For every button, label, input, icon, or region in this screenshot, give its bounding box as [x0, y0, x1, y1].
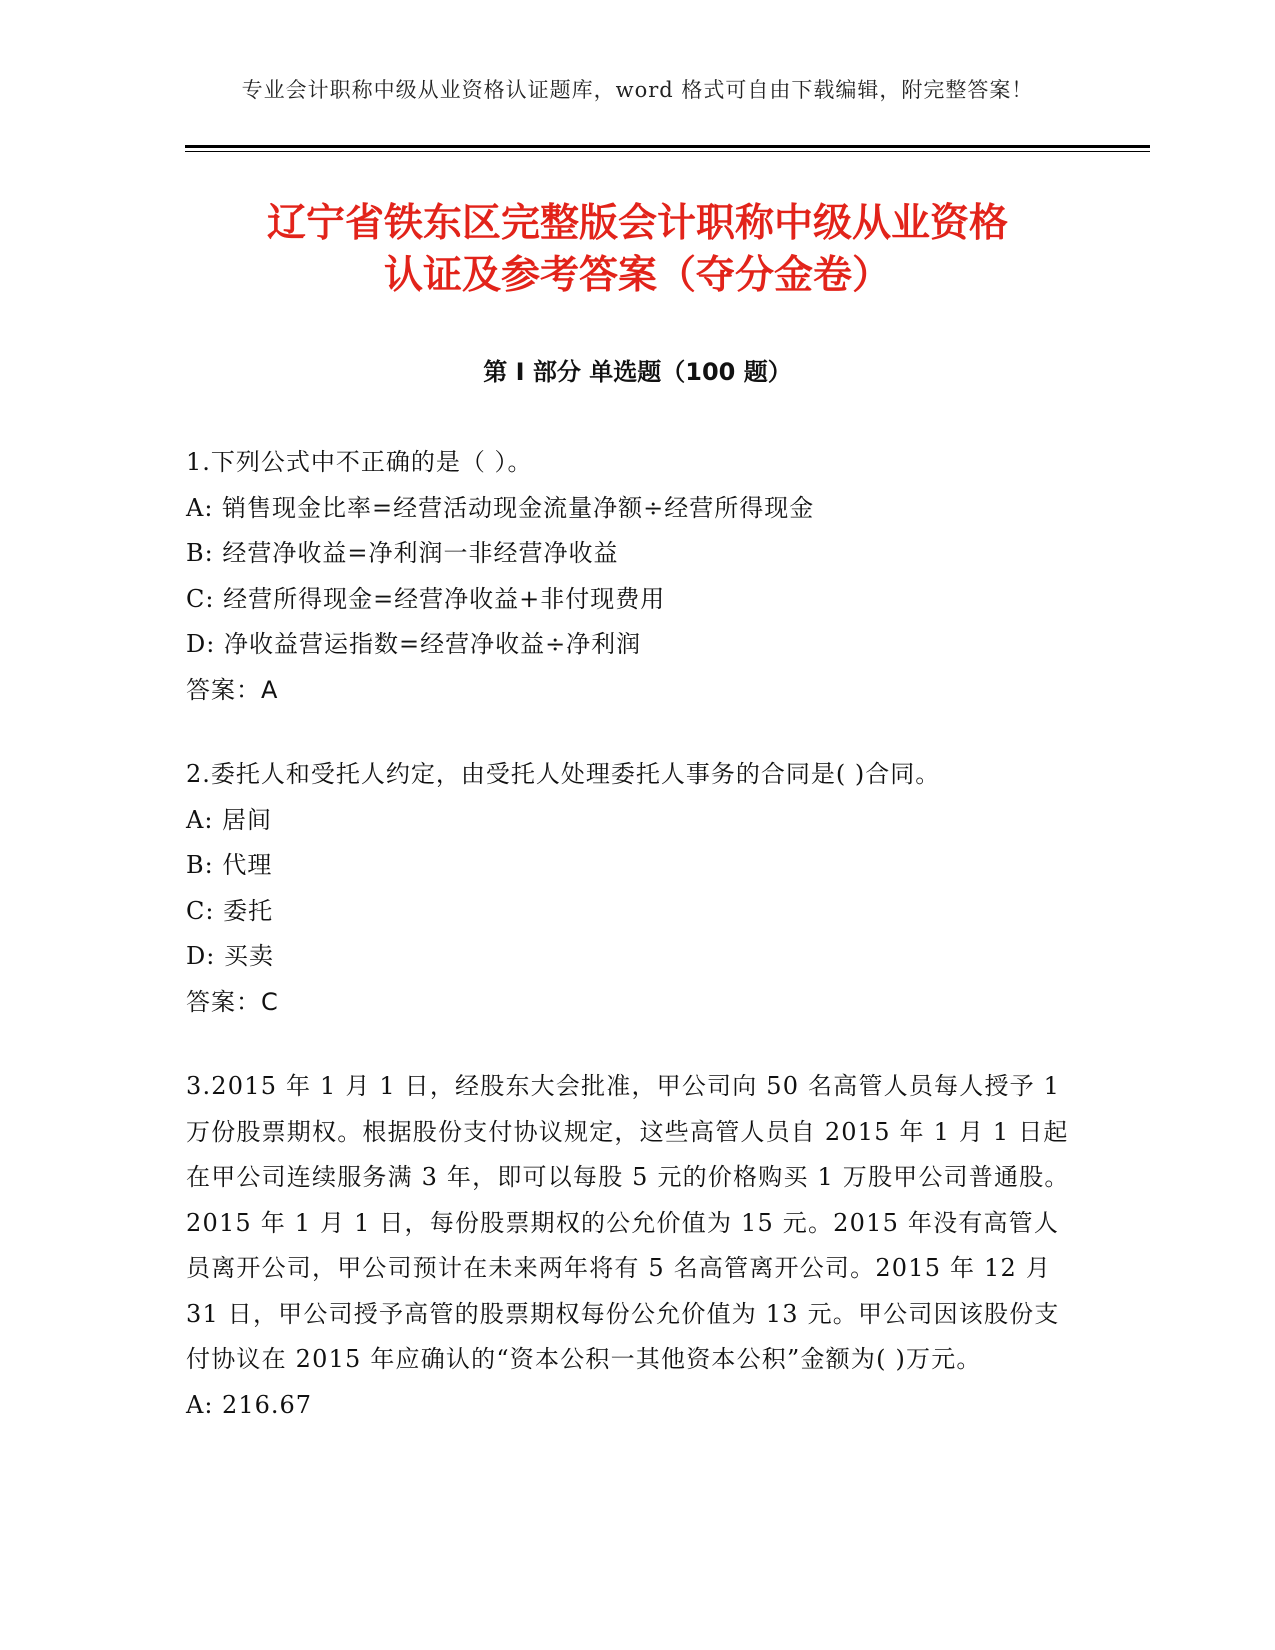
question-1: [186, 440, 1086, 713]
question-stem: 3.2015 年 1 月 1 日，经股东大会批准，甲公司向 50 名高管人员每人授予 1 万份股票期权。根据股份支付协议规定，这些高管人员自 2015 年 1 月 1 日起在甲公司连续服务满 3 年，即可以每股 5 元的价格购买 1 万股甲公司普通股。2015 年 1 月 1 日，每份股票期权的公允价值为 15 元。2015 年没有高管人员离开公司，甲公司预计在未来两年将有 5 名高管离开公司。2015 年 12 月 31 日，甲公司授予高管的股票期权每份公允价值为 13 元。甲公司因该股份支付协议在 2015 年应确认的“资本公积一其他资本公积”金额为( )万元。: [186, 1072, 1070, 1373]
document-title-line-2: 认证及参考答案（夺分金卷）: [383, 253, 891, 298]
section-heading: 第 I 部分 单选题（100 题）: [483, 358, 792, 386]
question-3: [186, 1064, 1086, 1428]
option-d: D: 净收益营运指数=经营净收益÷净利润: [186, 630, 642, 658]
header-rule-thick: [185, 145, 1150, 148]
question-stem: 2.委托人和受托人约定，由受托人处理委托人事务的合同是( )合同。: [186, 760, 941, 788]
document-title: [150, 198, 1125, 302]
question-stem: 1.下列公式中不正确的是（ ）。: [186, 448, 533, 476]
answer: 答案：A: [186, 675, 279, 704]
option-b: B: 代理: [186, 851, 273, 879]
answer: 答案：C: [186, 987, 279, 1016]
document-title-line-1: 辽宁省铁东区完整版会计职称中级从业资格: [266, 201, 1008, 246]
header-rule-thin: [185, 151, 1150, 152]
option-b: B: 经营净收益=净利润一非经营净收益: [186, 539, 619, 567]
option-a: A: 居间: [186, 805, 273, 834]
header-note: 专业会计职称中级从业资格认证题库，word 格式可自由下载编辑，附完整答案！: [241, 78, 1034, 102]
option-a: A: 销售现金比率=经营活动现金流量净额÷经营所得现金: [186, 493, 815, 522]
option-d: D: 买卖: [186, 942, 274, 970]
option-c: C: 经营所得现金=经营净收益+非付现费用: [186, 584, 666, 613]
question-2: [186, 752, 1086, 1025]
option-c: C: 委托: [186, 896, 274, 925]
option-a: A: 216.67: [186, 1390, 313, 1419]
